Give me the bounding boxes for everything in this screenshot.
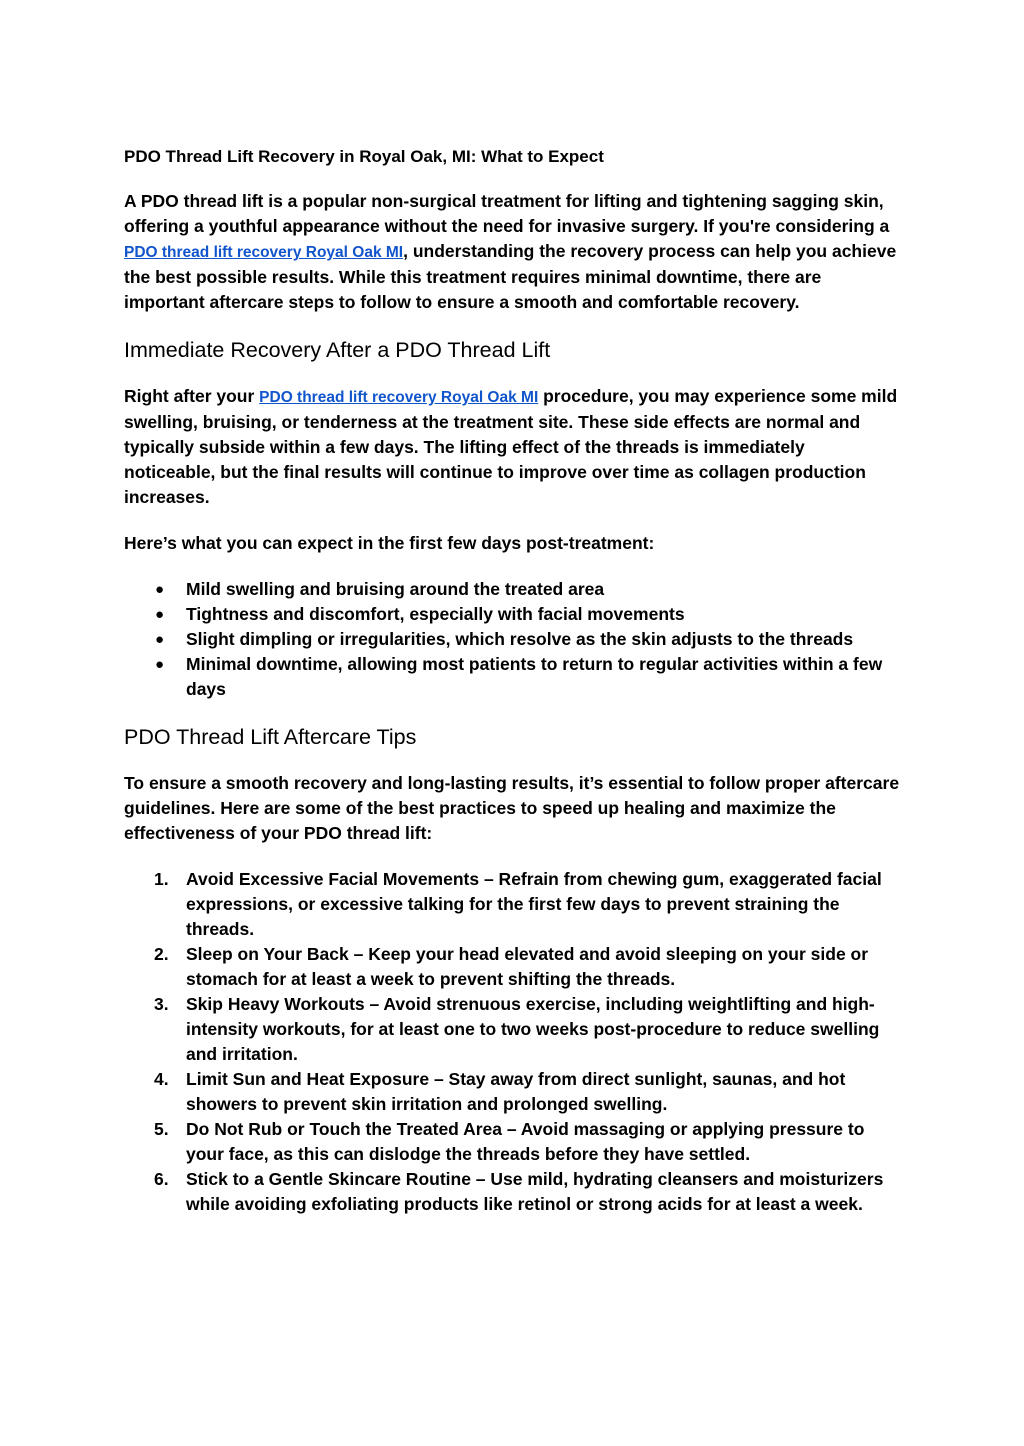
list-item	[124, 992, 900, 1067]
list-item	[124, 942, 900, 992]
list-item	[124, 867, 900, 942]
expectations-list	[124, 577, 900, 702]
list-item	[124, 652, 900, 702]
step-text: Limit Sun and Heat Exposure – Stay away from direct sunlight, saunas, and hot showers to prevent skin irritation and prolonged swelling.	[186, 1069, 846, 1114]
recovery-text-before-link: Right after your	[124, 386, 260, 406]
list-item	[124, 602, 900, 627]
step-number: 6.	[154, 1169, 169, 1189]
step-number: 1.	[154, 869, 169, 889]
list-item-text: Slight dimpling or irregularities, which resolve as the skin adjusts to the threads	[186, 629, 854, 649]
document-title: PDO Thread Lift Recovery in Royal Oak, MI: What to Expect	[124, 147, 604, 166]
aftercare-paragraph: To ensure a smooth recovery and long-lasting results, it’s essential to follow proper aftercare guidelines. Here are some of the best practices to speed up healing and maximize the effectiveness of your PDO thread lift:	[124, 773, 900, 843]
list-item	[124, 1117, 900, 1167]
list-item-text: Tightness and discomfort, especially with facial movements	[186, 604, 685, 624]
aftercare-steps-list	[124, 867, 900, 1217]
bullet-icon: ●	[155, 606, 165, 623]
bullet-icon: ●	[155, 656, 165, 673]
list-item	[124, 577, 900, 602]
step-text: Sleep on Your Back – Keep your head elevated and avoid sleeping on your side or stomach for at least a week to prevent shifting the threads.	[186, 944, 869, 989]
step-text: Avoid Excessive Facial Movements – Refrain from chewing gum, exaggerated facial expressions, or excessive talking for the first few days to prevent straining the threads.	[186, 869, 882, 939]
recovery-link-pdo-recovery[interactable]: PDO thread lift recovery Royal Oak MI	[259, 389, 539, 406]
step-text: Do Not Rub or Touch the Treated Area – Avoid massaging or applying pressure to your face, as this can dislodge the threads before they have settled.	[186, 1119, 865, 1164]
bullet-icon: ●	[155, 631, 165, 648]
recovery-paragraph	[124, 384, 900, 510]
intro-text-before-link: A PDO thread lift is a popular non-surgical treatment for lifting and tightening sagging skin, offering a youthful appearance without the need for invasive surgery. If you're considering a	[124, 191, 890, 236]
step-number: 2.	[154, 944, 169, 964]
section-heading-immediate-recovery: Immediate Recovery After a PDO Thread Lift	[124, 338, 551, 362]
section-heading-aftercare-tips: PDO Thread Lift Aftercare Tips	[124, 725, 417, 749]
expectations-lead: Here’s what you can expect in the first few days post-treatment:	[124, 533, 655, 553]
intro-text-after-link: , understanding the recovery process can help you achieve the best possible results. While this treatment requires minimal downtime, there are important aftercare steps to follow to ensure a smooth and comfortable recovery.	[124, 241, 897, 312]
step-text: Skip Heavy Workouts – Avoid strenuous exercise, including weightlifting and high-intensity workouts, for at least one to two weeks post-procedure to reduce swelling and irritation.	[186, 994, 880, 1064]
recovery-text-after-link: procedure, you may experience some mild swelling, bruising, or tenderness at the treatment site. These side effects are normal and typically subside within a few days. The lifting effect of the threads is immediately noticeable, but the final results will continue to improve over time as collagen production increases.	[124, 386, 898, 507]
list-item-text: Minimal downtime, allowing most patients to return to regular activities within a few days	[186, 654, 883, 699]
list-item-text: Mild swelling and bruising around the treated area	[186, 579, 605, 599]
list-item	[124, 1067, 900, 1117]
step-text: Stick to a Gentle Skincare Routine – Use mild, hydrating cleansers and moisturizers while avoiding exfoliating products like retinol or strong acids for at least a week.	[186, 1169, 884, 1214]
list-item	[124, 1167, 900, 1217]
step-number: 3.	[154, 994, 169, 1014]
step-number: 5.	[154, 1119, 169, 1139]
document-page	[124, 144, 900, 1217]
bullet-icon: ●	[155, 581, 165, 598]
step-number: 4.	[154, 1069, 169, 1089]
list-item	[124, 627, 900, 652]
intro-link-pdo-recovery[interactable]: PDO thread lift recovery Royal Oak MI	[124, 244, 404, 261]
intro-paragraph	[124, 189, 900, 315]
